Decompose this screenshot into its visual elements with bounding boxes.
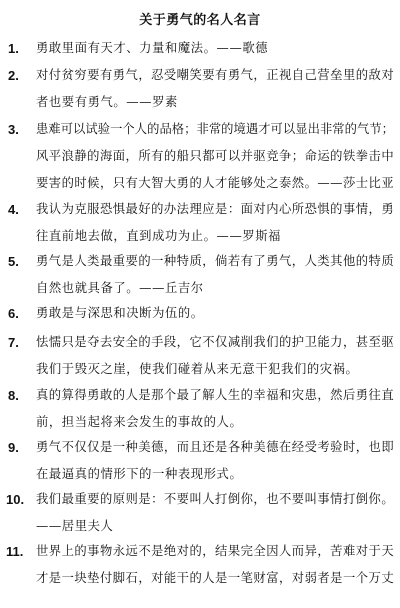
quote-line: 怯懦只是夺去安全的手段，它不仅减削我们的护卫能力，甚至驱 [36,335,395,349]
quote-number: 2. [8,68,19,83]
quote-line: 在最逼真的情形下的一种表现形式。 [36,467,243,481]
quote-number: 11. [6,544,24,559]
quote-line: 前，担当起将来会发生的事故的人。 [36,415,243,429]
quote-line: 我们于毁灭之崖，使我们碰着从来无意干犯我们的灾祸。 [36,362,359,376]
quote-line: 我们最重要的原则是：不要叫人打倒你，也不要叫事情打倒你。 [36,492,395,506]
quote-line: 世界上的事物永远不是绝对的，结果完全因人而异，苦难对于天 [36,544,395,558]
quote-number: 4. [8,202,19,217]
quote-line: 要害的时候，只有大智大勇的人才能够处之泰然。——莎士比亚 [36,176,395,190]
quote-line: 风平浪静的海面，所有的船只都可以并驱竞争；命运的铁拳击中 [36,149,395,163]
quote-number: 5. [8,254,19,269]
quote-line: 我认为克服恐惧最好的办法理应是：面对内心所恐惧的事情，勇 [36,202,395,216]
quote-number: 3. [8,122,19,137]
quote-line: 自然也就具备了。——丘吉尔 [36,281,204,295]
quote-number: 6. [8,306,19,321]
quote-line: 患难可以试验一个人的品格；非常的境遇才可以显出非常的气节； [36,122,395,136]
quote-number: 10. [6,492,25,507]
quote-line: 者也要有勇气。——罗素 [36,95,178,109]
quote-line: 勇敢是与深思和决断为伍的。 [36,306,204,320]
quote-line: 才是一块垫付脚石，对能干的人是一笔财富，对弱者是一个万丈 [36,571,395,585]
quote-line: 真的算得勇敢的人是那个最了解人生的幸福和灾患，然后勇往直 [36,388,395,402]
quote-number: 7. [8,335,19,350]
quote-line: 勇敢里面有天才、力量和魔法。——歌德 [36,41,269,55]
quote-line: 勇气不仅仅是一种美德，而且还是各种美德在经受考验时，也即 [36,440,395,454]
quote-line: 往直前地去做，直到成功为止。——罗斯福 [36,229,282,243]
quote-line: 对付贫穷要有勇气，忍受嘲笑要有勇气，正视自己营垒里的敌对 [36,68,395,82]
quote-line: 勇气是人类最重要的一种特质，倘若有了勇气，人类其他的特质 [36,254,395,268]
quote-number: 9. [8,440,19,455]
document-title: 关于勇气的名人名言 [139,13,261,28]
quote-number: 8. [8,388,19,403]
quote-number: 1. [8,41,19,56]
quote-line: ——居里夫人 [36,519,114,533]
